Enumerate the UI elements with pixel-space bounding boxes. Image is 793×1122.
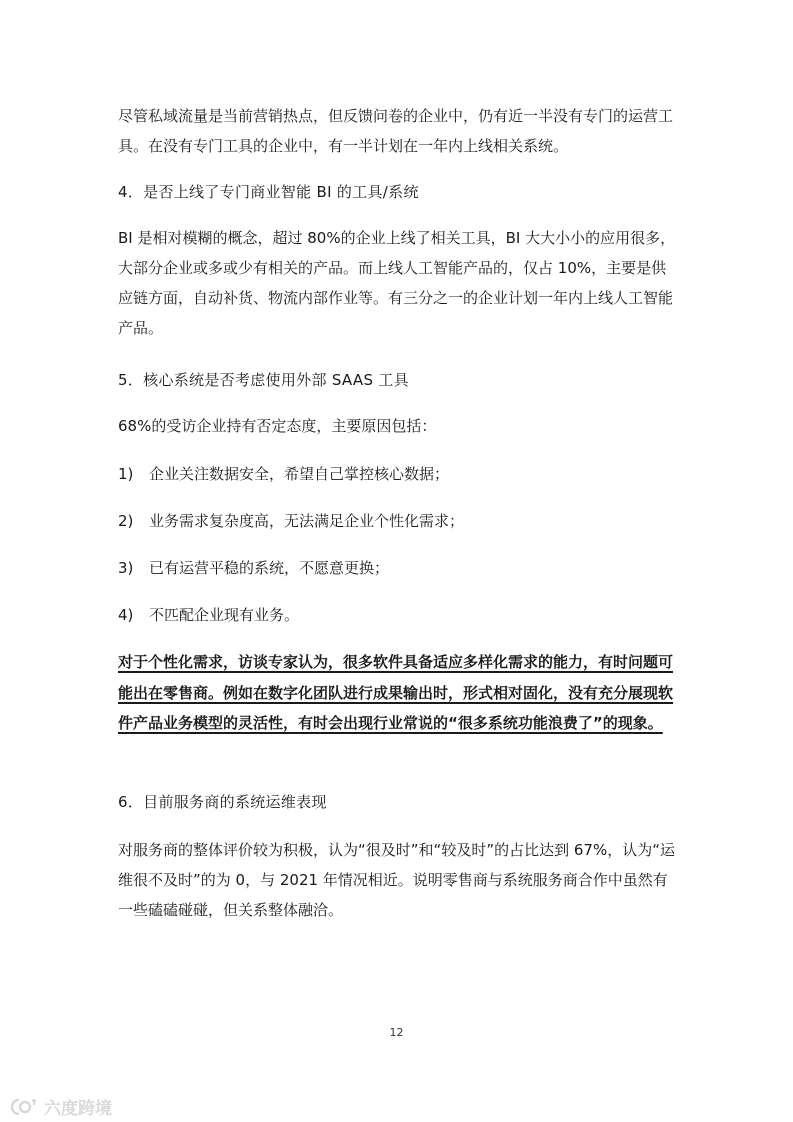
section-heading-6: 6．目前服务商的系统运维表现 <box>118 793 327 811</box>
list-item <box>118 506 678 536</box>
section-heading-4: 4．是否上线了专门商业智能 BI 的工具/系统 <box>118 183 419 201</box>
page-number: 12 <box>389 1026 404 1039</box>
brand-logo-icon <box>10 1097 40 1117</box>
watermark-text: 六度跨境 <box>44 1099 112 1119</box>
emphasized-paragraph: 对于个性化需求，访谈专家认为，很多软件具备适应多样化需求的能力，有时问题可能出在零售商。例如在数字化团队进行成果输出时，形式相对固化，没有充分展现软件产品业务模型的灵活性，有时会出现行业常说的“很多系统功能浪费了”的现象。 <box>118 653 674 732</box>
paragraph-service-evaluation: 对服务商的整体评价较为积极，认为“很及时”和“较及时”的占比达到 67%，认为“运维很不及时”的为 0，与 2021 年情况相近。说明零售商与系统服务商合作中虽然有一些磕磕碰碰，但关系整体融洽。 <box>118 841 675 919</box>
list-item-text: 业务需求复杂度高，无法满足企业个性化需求； <box>149 512 465 530</box>
list-item-text: 企业关注数据安全，希望自己掌控核心数据； <box>149 465 450 483</box>
list-item <box>118 459 678 489</box>
paragraph-saas-intro: 68%的受访企业持有否定态度，主要原因包括： <box>118 417 437 435</box>
list-item-text: 不匹配企业现有业务。 <box>149 606 300 624</box>
list-item-text: 已有运营平稳的系统，不愿意更换； <box>149 559 390 577</box>
list-item <box>118 600 678 630</box>
watermark <box>10 1094 112 1119</box>
list-item-number: 3) <box>118 559 134 577</box>
list-item-number: 1) <box>118 465 134 483</box>
list-item-number: 4) <box>118 606 134 624</box>
paragraph-private-traffic: 尽管私域流量是当前营销热点，但反馈问卷的企业中，仍有近一半没有专门的运营工具。在没有专门工具的企业中，有一半计划在一年内上线相关系统。 <box>118 107 674 155</box>
paragraph-bi: BI 是相对模糊的概念，超过 80%的企业上线了相关工具，BI 大大小小的应用很多，大部分企业或多或少有相关的产品。而上线人工智能产品的，仅占 10%，主要是供应链方面，自动补货、物流内部作业等。有三分之一的企业计划一年内上线人工智能产品。 <box>118 229 676 337</box>
list-item <box>118 553 678 583</box>
list-item-number: 2) <box>118 512 134 530</box>
section-heading-5: 5．核心系统是否考虑使用外部 SAAS 工具 <box>118 371 409 389</box>
